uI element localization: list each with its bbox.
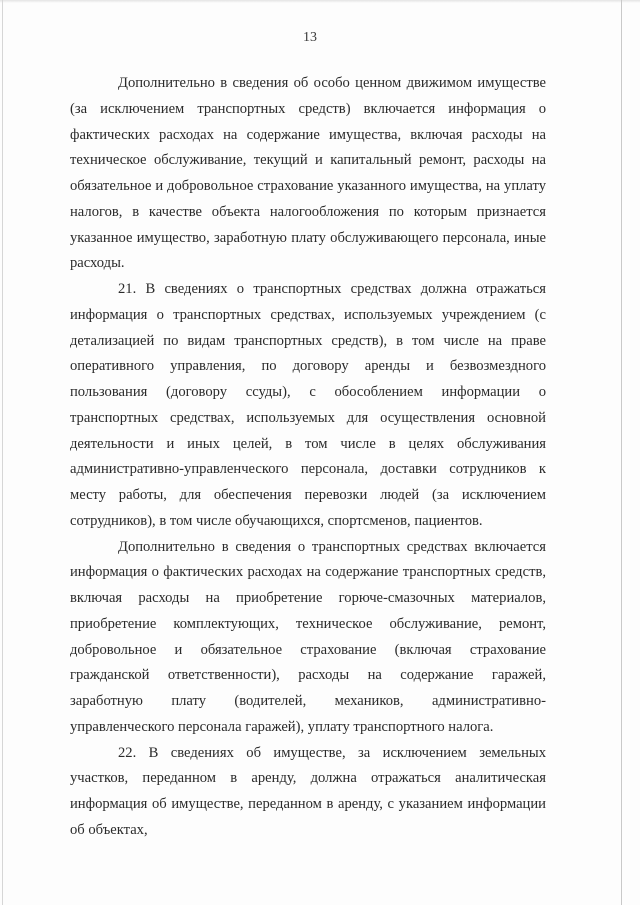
scan-edge-left [2, 0, 3, 905]
paragraph-21-vehicles: 21. В сведениях о транспортных средствах должна отражаться информация о транспортных средствах, используемых учреждением (с детализацией по видам транспортных средств), в том числе на праве оперативного управления, по договору аренды и безвозмездного пользования (договору ссуды), с обособлением информации о транспортных средствах, используемых для осуществления основной деятельности и иных целей, в том числе в целях обслуживания административно-управленческого персонала, доставки сотрудников к месту работы, для обеспечения перевозки людей (за исключением сотрудников), в том числе обучающихся, спортсменов, пациентов. [70, 281, 546, 529]
paragraph-especially-valuable-property: Дополнительно в сведения об особо ценном движимом имуществе (за исключением транспортных средств) включается информация о фактических расходах на содержание имущества, включая расходы на техническое обслуживание, текущий и капитальный ремонт, расходы на обязательное и добровольное страхование указанного имущества, на уплату налогов, в качестве объекта налогообложения по которым признается указанное имущество, заработную плату обслуживающего персонала, иные расходы. [70, 75, 546, 272]
paragraph-vehicle-expenses: Дополнительно в сведения о транспортных средствах включается информация о фактических расходах на содержание транспортных средств, включая расходы на приобретение горюче-смазочных материалов, приобретение комплектующих, техническое обслуживание, ремонт, добровольное и обязательное страхование (включая страхование гражданской ответственности), расходы на содержание гаражей, заработную плату (водителей, механиков, административно-управленческого персонала гаражей), уплату транспортного налога. [70, 538, 546, 735]
document-body [70, 71, 546, 844]
page-number: 13 [303, 30, 317, 45]
scan-edge-right [621, 0, 622, 905]
paragraph-22-leased-property: 22. В сведениях об имуществе, за исключением земельных участков, переданном в аренду, должна отражаться аналитическая информация об имуществе, переданном в аренду, с указанием информации об объектах, [70, 744, 546, 838]
scan-edge-top [0, 0, 640, 3]
